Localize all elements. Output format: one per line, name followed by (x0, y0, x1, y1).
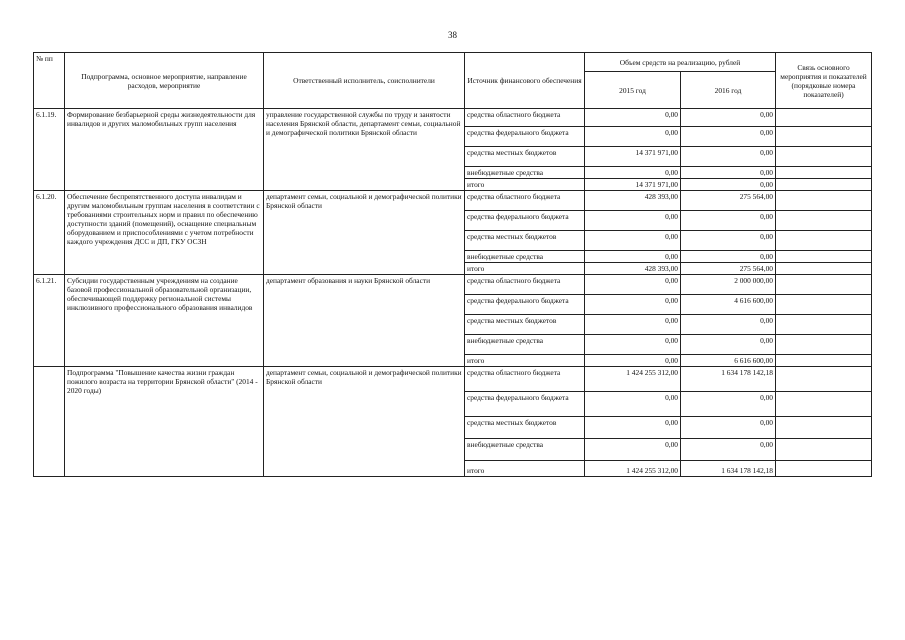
amount-2016: 0,00 (681, 335, 776, 355)
indicator-link-cell (776, 251, 872, 263)
amount-2016: 1 634 178 142,18 (681, 367, 776, 392)
indicator-link-cell (776, 315, 872, 335)
header-year-2015: 2015 год (585, 72, 681, 109)
amount-2016: 0,00 (681, 127, 776, 147)
amount-2015: 0,00 (585, 275, 681, 295)
amount-2016: 0,00 (681, 251, 776, 263)
indicator-link-cell (776, 392, 872, 417)
funding-source: средства местных бюджетов (465, 231, 585, 251)
amount-2016: 0,00 (681, 109, 776, 127)
amount-2015: 14 371 971,00 (585, 147, 681, 167)
program-name: Субсидии государственным учреждениям на создание базовой профессиональной образовательной организации, обеспечивающей поддержку региональной системы инклюзивного профессионального образования инвалидов (65, 275, 264, 367)
total-label: итого (465, 461, 585, 477)
total-label: итого (465, 263, 585, 275)
indicator-link-cell (776, 295, 872, 315)
amount-2015: 0,00 (585, 167, 681, 179)
amount-2015: 428 393,00 (585, 263, 681, 275)
indicator-link-cell (776, 127, 872, 147)
total-label: итого (465, 355, 585, 367)
indicator-link-cell (776, 167, 872, 179)
indicator-link-cell (776, 231, 872, 251)
funding-source: средства областного бюджета (465, 367, 585, 392)
funding-source: средства областного бюджета (465, 109, 585, 127)
indicator-link-cell (776, 211, 872, 231)
funding-source: средства федерального бюджета (465, 127, 585, 147)
header-executor: Ответственный исполнитель, соисполнители (264, 53, 465, 109)
executor-name: управление государственной службы по труду и занятости населения Брянской области, департамент семьи, социальной и демографической политики Брянской области (264, 109, 465, 191)
amount-2016: 0,00 (681, 417, 776, 439)
program-name: Подпрограмма "Повышение качества жизни граждан пожилого возраста на территории Брянской области" (2014 - 2020 годы) (65, 367, 264, 477)
amount-2015: 0,00 (585, 211, 681, 231)
row-number: 6.1.19. (34, 109, 65, 191)
executor-name: департамент семьи, социальной и демографической политики Брянской области (264, 191, 465, 275)
amount-2015: 428 393,00 (585, 191, 681, 211)
amount-2016: 0,00 (681, 439, 776, 461)
funding-source: внебюджетные средства (465, 167, 585, 179)
header-num: № пп (34, 53, 65, 109)
amount-2015: 0,00 (585, 109, 681, 127)
amount-2016: 0,00 (681, 147, 776, 167)
amount-2015: 1 424 255 312,00 (585, 367, 681, 392)
amount-2016: 6 616 600,00 (681, 355, 776, 367)
indicator-link-cell (776, 367, 872, 392)
indicator-link-cell (776, 439, 872, 461)
funding-source: внебюджетные средства (465, 335, 585, 355)
amount-2016: 0,00 (681, 315, 776, 335)
amount-2016: 0,00 (681, 179, 776, 191)
funding-source: средства местных бюджетов (465, 147, 585, 167)
header-link: Связь основного мероприятия и показателей (порядковые номера показателей) (776, 53, 872, 109)
indicator-link-cell (776, 179, 872, 191)
indicator-link-cell (776, 191, 872, 211)
table-row (34, 109, 872, 127)
executor-name: департамент образования и науки Брянской области (264, 275, 465, 367)
amount-2015: 0,00 (585, 295, 681, 315)
program-name: Обеспечение беспрепятственного доступа инвалидам и другим маломобильным группам населения в соответствии с требованиями строительных норм и правил по обеспечению доступности зданий (помещений), оснащение специальным оборудованием и приспособлениями с учетом потребности каждого учреждения ДСС и ДП, ГКУ ОСЗН (65, 191, 264, 275)
amount-2016: 2 000 000,00 (681, 275, 776, 295)
table-row (34, 275, 872, 295)
funding-source: внебюджетные средства (465, 439, 585, 461)
amount-2016: 275 564,00 (681, 263, 776, 275)
total-label: итого (465, 179, 585, 191)
amount-2015: 0,00 (585, 315, 681, 335)
amount-2015: 1 424 255 312,00 (585, 461, 681, 477)
table-row (34, 191, 872, 211)
header-program: Подпрограмма, основное мероприятие, направление расходов, мероприятие (65, 53, 264, 109)
funding-source: внебюджетные средства (465, 251, 585, 263)
funding-source: средства областного бюджета (465, 191, 585, 211)
funding-source: средства федерального бюджета (465, 392, 585, 417)
amount-2016: 275 564,00 (681, 191, 776, 211)
funding-source: средства федерального бюджета (465, 295, 585, 315)
funding-source: средства местных бюджетов (465, 417, 585, 439)
table-body (34, 109, 872, 477)
executor-name: департамент семьи, социальной и демографической политики Брянской области (264, 367, 465, 477)
indicator-link-cell (776, 355, 872, 367)
amount-2015: 0,00 (585, 335, 681, 355)
indicator-link-cell (776, 461, 872, 477)
funding-source: средства федерального бюджета (465, 211, 585, 231)
indicator-link-cell (776, 417, 872, 439)
amount-2015: 0,00 (585, 251, 681, 263)
indicator-link-cell (776, 335, 872, 355)
indicator-link-cell (776, 263, 872, 275)
amount-2015: 14 371 971,00 (585, 179, 681, 191)
table-row (34, 367, 872, 392)
indicator-link-cell (776, 147, 872, 167)
amount-2015: 0,00 (585, 439, 681, 461)
budget-table (33, 52, 872, 477)
amount-2016: 4 616 600,00 (681, 295, 776, 315)
header-year-2016: 2016 год (681, 72, 776, 109)
header-source: Источник финансового обеспечения (465, 53, 585, 109)
funding-source: средства местных бюджетов (465, 315, 585, 335)
amount-2015: 0,00 (585, 417, 681, 439)
amount-2015: 0,00 (585, 355, 681, 367)
row-number: 6.1.20. (34, 191, 65, 275)
program-name: Формирование безбарьерной среды жизнедеятельности для инвалидов и других маломобильных групп населения (65, 109, 264, 191)
amount-2015: 0,00 (585, 231, 681, 251)
funding-source: средства областного бюджета (465, 275, 585, 295)
row-number (34, 367, 65, 477)
amount-2016: 0,00 (681, 231, 776, 251)
header-volume: Объем средств на реализацию, рублей (585, 53, 776, 72)
page-number: 38 (448, 30, 457, 40)
amount-2016: 0,00 (681, 167, 776, 179)
row-number: 6.1.21. (34, 275, 65, 367)
amount-2016: 1 634 178 142,18 (681, 461, 776, 477)
amount-2015: 0,00 (585, 392, 681, 417)
amount-2015: 0,00 (585, 127, 681, 147)
amount-2016: 0,00 (681, 211, 776, 231)
indicator-link-cell (776, 275, 872, 295)
indicator-link-cell (776, 109, 872, 127)
amount-2016: 0,00 (681, 392, 776, 417)
